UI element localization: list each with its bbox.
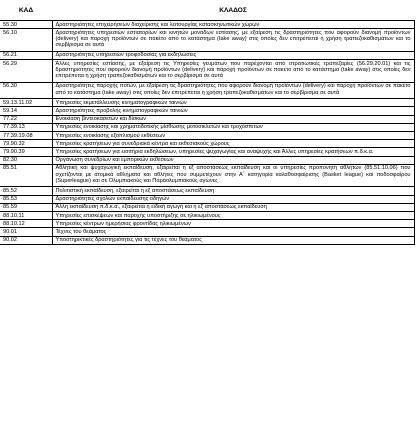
kad-code-cell: 56.30: [0, 82, 52, 99]
kad-table: [0, 2, 415, 245]
kad-code-cell: 85.59: [0, 203, 52, 211]
sector-description-cell: Δραστηριότητες προβολής κινηματογραφικών ταινιών: [52, 107, 414, 115]
sector-description-cell: Τέχνες του θεάματος: [52, 228, 414, 236]
kad-code-cell: 77.22: [0, 115, 52, 123]
sector-description-cell: Δραστηριότητες παροχής ποτών, με εξαίρεση τις δραστηριότητες που αφορούν διανομή προϊόντων (delivery) και παροχή προϊόντων σε πακέτο από το κατάστημα (take away) στις οποίες δεν επιτρέπεται η χρήση τραπεζοκαθισμάτων και το σερβίρισμα σε αυτά: [52, 82, 414, 99]
table-row: [0, 21, 414, 29]
kad-code-cell: 90.02: [0, 236, 52, 244]
table-row: [0, 123, 414, 131]
sector-description-cell: Υπηρεσίες κρατήσεων για εισιτήρια εκδηλώσεων, υπηρεσίες ψυχαγωγίας και αναψυχής και Άλλες υπηρεσίες κρατήσεων π.δ.κ.α.: [52, 148, 414, 156]
kad-code-cell: 79.90.39: [0, 148, 52, 156]
kad-code-cell: 77.39.19.08: [0, 132, 52, 140]
sector-description-cell: Δραστηριότητες επιχειρήσεων διαχείρισης και λειτουργίας κατασκηνωτικών χώρων: [52, 21, 414, 29]
kad-code-cell: 56.10: [0, 29, 52, 52]
table-row: [0, 82, 414, 99]
table-row: [0, 51, 414, 59]
table-row: [0, 164, 414, 187]
table-row: [0, 228, 414, 236]
kad-code-cell: 85.51: [0, 164, 52, 187]
table-row: [0, 220, 414, 228]
kad-code-cell: 56.21: [0, 51, 52, 59]
sector-description-cell: Υπηρεσίες κρατήσεων για συνεδριακά κέντρα και εκθεσιακούς χώρους: [52, 140, 414, 148]
sector-description-cell: Υπηρεσίες εκμετάλλευσης κινηματογραφικών ταινιών: [52, 99, 414, 107]
table-row: [0, 148, 414, 156]
table-row: [0, 212, 414, 220]
kad-code-cell: 82.30: [0, 156, 52, 164]
sector-description-cell: Υπηρεσίες ενοικίασης και χρηματοδοτικής μίσθωσης μοτοσικλετών και τροχόσπιτων: [52, 123, 414, 131]
header-description: ΚΛΑΔΟΣ: [52, 2, 414, 21]
kad-code-cell: 90.01: [0, 228, 52, 236]
table-row: [0, 195, 414, 203]
sector-description-cell: Υπηρεσίες κέντρων ημερήσιας φροντίδας ηλικιωμένων: [52, 220, 414, 228]
sector-description-cell: Άλλη εκπαίδευση π.δ.κ.α., εξαιρείται η ειδική αγωγή και η εξ αποστάσεως εκπαίδευση: [52, 203, 414, 211]
table-row: [0, 236, 414, 244]
sector-description-cell: Πολιτιστική εκπαίδευση, εξαιρείται η εξ αποστάσεως εκπαίδευση: [52, 187, 414, 195]
sector-description-cell: Υπηρεσίες επισκέψεων και παροχής υποστήριξης σε ηλικιωμένους: [52, 212, 414, 220]
table-row: [0, 115, 414, 123]
table-row: [0, 140, 414, 148]
table-row: [0, 99, 414, 107]
kad-code-cell: 85.52: [0, 187, 52, 195]
table-row: [0, 60, 414, 83]
sector-description-cell: Άλλες υπηρεσίες εστίασης, με εξαίρεση τις Υπηρεσίες γευμάτων που παρέχονται από στρατιωτικές τραπεζαρίες (56.29.20.01) και τις δραστηριότητες που αφορούν διανομή προϊόντων (delivery) και παροχή προϊόντων σε πακέτο από το κατάστημα (take away) στις οποίες δεν επιτρέπεται η χρήση τραπεζοκαθισμάτων και το σερβίρισμα σε αυτά: [52, 60, 414, 83]
kad-code-cell: 55.30: [0, 21, 52, 29]
sector-description-cell: Οργάνωση συνεδρίων και εμπορικών εκθέσεων: [52, 156, 414, 164]
table-header-row: [0, 2, 414, 21]
table-row: [0, 107, 414, 115]
kad-code-cell: 88.10.12: [0, 220, 52, 228]
sector-description-cell: Υποστηρικτικές δραστηριότητες για τις τέχνες του θεάματος: [52, 236, 414, 244]
table-row: [0, 132, 414, 140]
kad-code-cell: 59.13.11.02: [0, 99, 52, 107]
kad-code-cell: 79.90.32: [0, 140, 52, 148]
kad-code-cell: 88.10.11: [0, 212, 52, 220]
table-row: [0, 203, 414, 211]
sector-description-cell: Δραστηριότητες υπηρεσιών τροφοδοσίας για εκδηλώσεις: [52, 51, 414, 59]
sector-description-cell: Υπηρεσίες ενοικίασης εξοπλισμού εκθέσεων: [52, 132, 414, 140]
kad-code-cell: 85.53: [0, 195, 52, 203]
sector-description-cell: Ενοικίαση βιντεοκασετών και δίσκων: [52, 115, 414, 123]
kad-code-cell: 59.14: [0, 107, 52, 115]
header-code: ΚΑΔ: [0, 2, 52, 21]
table-row: [0, 29, 414, 52]
sector-description-cell: Δραστηριότητες σχολών εκπαίδευσης οδηγών: [52, 195, 414, 203]
kad-code-cell: 56.29: [0, 60, 52, 83]
sector-description-cell: Αθλητική και ψυχαγωγική εκπαίδευση, εξαιρείται η εξ αποστάσεως εκπαίδευση και οι υπηρεσίες προπονητή αθλητών (85.51.10.06) που σχετίζονται με ατομικά αθλήματα και αθλήτες που συμμετέχουν στην Α΄ κατηγορία καλαθοσφαίρισης (Basket league) και ποδοσφαίρου (Superleague) και σε Ολυμπιακούς και Παραολυμπιακούς αγώνες: [52, 164, 414, 187]
sector-description-cell: Δραστηριότητες υπηρεσιών εστιατορίων και κινητών μονάδων εστίασης, με εξαίρεση τις δραστηριότητες που αφορούν διανομή προϊόντων (delivery) και παροχή προϊόντων σε πακέτο από το κατάστημα (take away) στις οποίες δεν επιτρέπεται η χρήση τραπεζοκαθισμάτων και το σερβίρισμα σε αυτά: [52, 29, 414, 52]
table-row: [0, 156, 414, 164]
table-row: [0, 187, 414, 195]
kad-code-cell: 77.39.13: [0, 123, 52, 131]
